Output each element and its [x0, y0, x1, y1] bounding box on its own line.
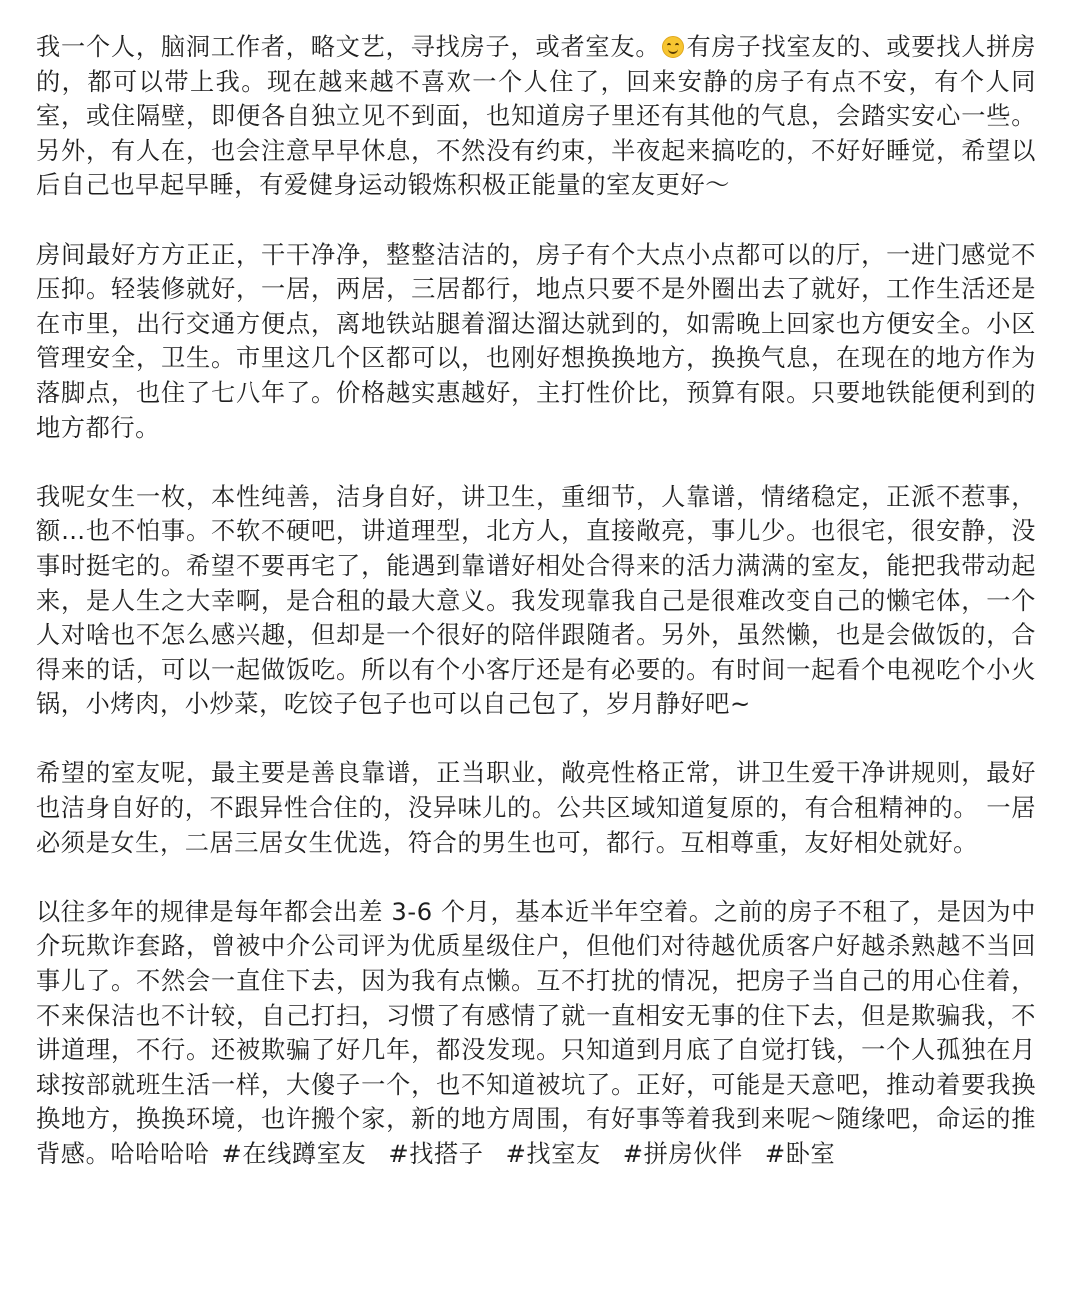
- intro-text-start: 我一个人，脑洞工作者，略文艺，寻找房子，或者室友。: [36, 33, 661, 61]
- paragraph-room-requirements: 房间最好方方正正，干干净净，整整洁洁的，房子有个大点小点都可以的厅，一进门感觉不压抑。轻装修就好，一居，两居，三居都行，地点只要不是外圈出去了就好，工作生活还是在市里，出行交通方便点，离地铁站腿着溜达溜达就到的，如需晚上回家也方便安全。小区管理安全，卫生。市里这几个区都可以，也刚好想换换地方，换换气息，在现在的地方作为落脚点，也住了七八年了。价格越实惠越好，主打性价比，预算有限。只要地铁能便利到的地方都行。: [36, 240, 1036, 442]
- paragraph-self-description: 我呢女生一枚，本性纯善，洁身自好，讲卫生，重细节，人靠谱，情绪稳定，正派不惹事，额…也不怕事。不软不硬吧，讲道理型，北方人，直接敞亮，事儿少。也很宅，很安静，没事时挺宅的。希望不要再宅了，能遇到靠谱好相处合得来的活力满满的室友，能把我带动起来，是人生之大幸啊，是合租的最大意义。我发现靠我自己是很难改变自己的懒宅体，一个人对啥也不怎么感兴趣，但却是一个很好的陪伴跟随者。另外，虽然懒，也是会做饭的，合得来的话，可以一起做饭吃。所以有个小客厅还是有必要的。有时间一起看个电视吃个小火锅，小烤肉，小炒菜，吃饺子包子也可以自己包了，岁月静好吧~: [36, 482, 1036, 719]
- hashtag-link[interactable]: #在线蹲室友: [221, 1140, 367, 1168]
- hashtag-list: [210, 1140, 836, 1168]
- hashtag-link[interactable]: #卧室: [764, 1140, 836, 1168]
- hashtag-link[interactable]: #找搭子: [388, 1140, 484, 1168]
- intro-text-rest: 有房子找室友的、或要找人拼房的，都可以带上我。现在越来越不喜欢一个人住了，回来安静的房子有点不安，有个人同室，或住隔壁，即便各自独立见不到面，也知道房子里还有其他的气息，会踏实安心一些。另外，有人在，也会注意早早休息，不然没有约束，半夜起来搞吃的，不好好睡觉，希望以后自己也早起早睡，有爱健身运动锻炼积极正能量的室友更好～: [36, 33, 1036, 200]
- hashtag-link[interactable]: #找室友: [505, 1140, 601, 1168]
- post-body: [36, 30, 1036, 1172]
- paragraph-roommate-wishes: 希望的室友呢，最主要是善良靠谱，正当职业，敞亮性格正常，讲卫生爱干净讲规则，最好也洁身自好的，不跟异性合住的，没异味儿的。公共区域知道复原的，有合租精神的。 一居必须是女生，二居三居女生优选，符合的男生也可，都行。互相尊重，友好相处就好。: [36, 759, 1036, 857]
- smiling-face-icon: [662, 36, 684, 58]
- paragraph-background-story: [36, 895, 1036, 1172]
- background-story-text: 以往多年的规律是每年都会出差 3-6 个月，基本近半年空着。之前的房子不租了，是因为中介玩欺诈套路，曾被中介公司评为优质星级住户，但他们对待越优质客户好越杀熟越不当回事儿了。不然会一直住下去，因为我有点懒。互不打扰的情况，把房子当自己的用心住着，不来保洁也不计较，自己打扫，习惯了有感情了就一直相安无事的住下去，但是欺骗我，不讲道理，不行。还被欺骗了好几年，都没发现。只知道到月底了自觉打钱，一个人孤独在月球按部就班生活一样，大傻子一个，也不知道被坑了。正好，可能是天意吧，推动着要我换换地方，换换环境，也许搬个家，新的地方周围，有好事等着我到来呢～随缘吧，命运的推背感。哈哈哈哈: [36, 897, 1036, 1168]
- paragraph-intro: [36, 30, 1036, 203]
- hashtag-link[interactable]: #拼房伙伴: [622, 1140, 743, 1168]
